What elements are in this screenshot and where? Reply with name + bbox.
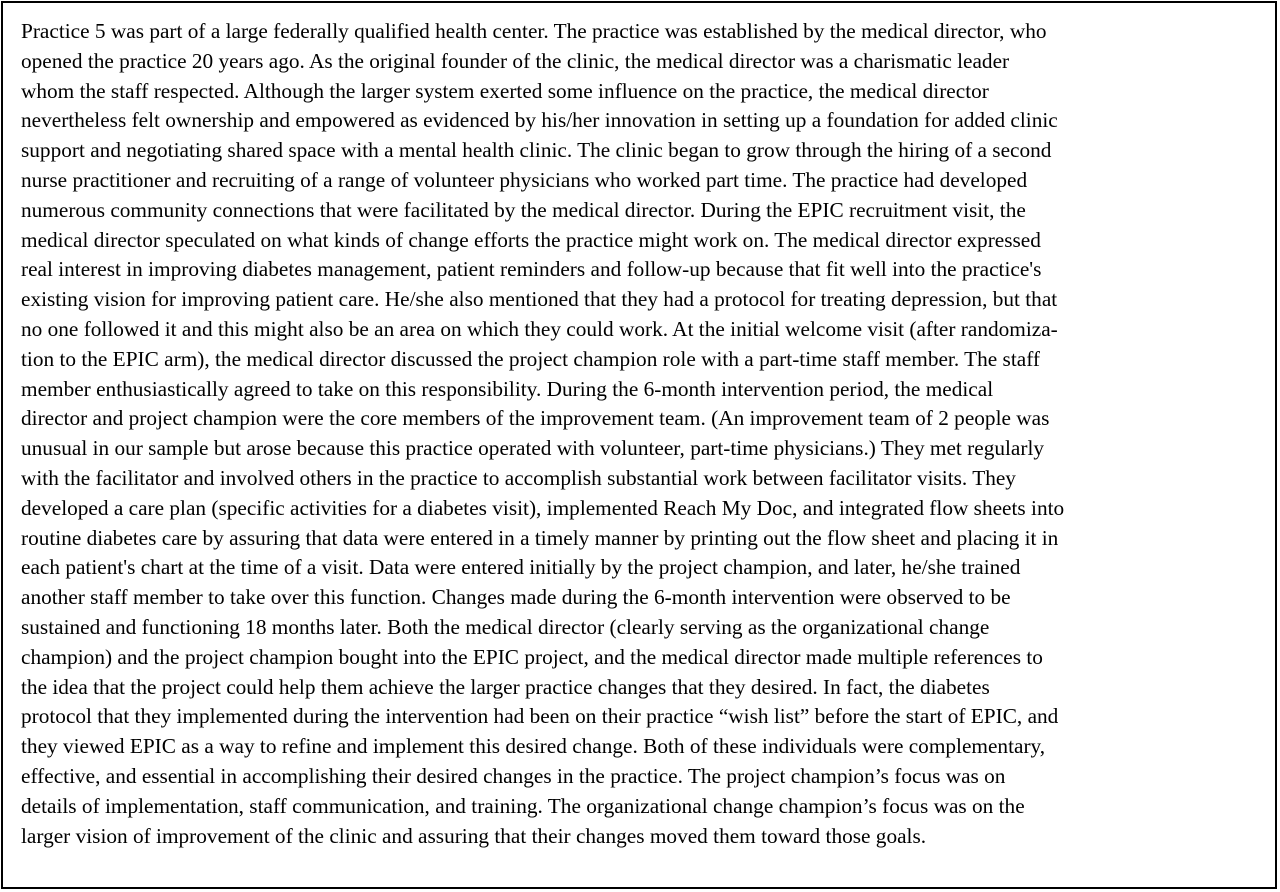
text-line: member enthusiastically agreed to take on this responsibility. During the 6-month intervention period, the medical: [21, 376, 994, 401]
text-line: whom the staff respected. Although the larger system exerted some influence on the practice, the medical director: [21, 78, 989, 103]
text-line: nurse practitioner and recruiting of a range of volunteer physicians who worked part time. The practice had developed: [21, 167, 1028, 192]
text-line: champion) and the project champion bought into the EPIC project, and the medical director made multiple references to: [21, 644, 1043, 669]
text-line: Practice 5 was part of a large federally qualified health center. The practice was established by the medical director, who: [21, 19, 1047, 43]
text-line: with the facilitator and involved others in the practice to accomplish substantial work between facilitator visits. They: [21, 465, 1016, 490]
text-line: no one followed it and this might also be an area on which they could work. At the initial welcome visit (after randomiza-: [21, 316, 1058, 341]
text-line: effective, and essential in accomplishing their desired changes in the practice. The project champion’s focus was on: [21, 763, 1006, 788]
text-line: existing vision for improving patient care. He/she also mentioned that they had a protocol for treating depression, but that: [21, 287, 1058, 312]
text-line: numerous community connections that were facilitated by the medical director. During the EPIC recruitment visit, the: [21, 197, 1026, 222]
text-line: another staff member to take over this function. Changes made during the 6-month intervention were observed to be: [21, 585, 1011, 610]
text-line: each patient's chart at the time of a visit. Data were entered initially by the project champion, and later, he/she trained: [21, 555, 1021, 580]
text-line: protocol that they implemented during the intervention had been on their practice “wish list” before the start of EPIC, and: [21, 704, 1059, 729]
text-line: they viewed EPIC as a way to refine and implement this desired change. Both of these individuals were complementary,: [21, 734, 1046, 759]
text-line: director and project champion were the core members of the improvement team. (An improvement team of 2 people was: [21, 406, 1050, 431]
text-line: larger vision of improvement of the clinic and assuring that their changes moved them toward those goals.: [21, 823, 927, 848]
text-line: support and negotiating shared space with a mental health clinic. The clinic began to grow through the hiring of a second: [21, 138, 1052, 163]
text-line: sustained and functioning 18 months later. Both the medical director (clearly serving as the organizational change: [21, 614, 990, 639]
text-line: developed a care plan (specific activities for a diabetes visit), implemented Reach My Doc, and integrated flow sheets into: [21, 495, 1065, 520]
text-line: details of implementation, staff communication, and training. The organizational change champion’s focus was on the: [21, 793, 1025, 818]
text-line: routine diabetes care by assuring that data were entered in a timely manner by printing out the flow sheet and placing it in: [21, 525, 1059, 550]
case-description-paragraph: [21, 17, 1269, 851]
text-line: unusual in our sample but arose because this practice operated with volunteer, part-time physicians.) They met regularly: [21, 436, 1045, 461]
text-line: nevertheless felt ownership and empowered as evidenced by his/her innovation in setting up a foundation for added clinic: [21, 108, 1058, 133]
text-line: opened the practice 20 years ago. As the original founder of the clinic, the medical director was a charismatic leader: [21, 48, 1010, 73]
document-frame: [1, 1, 1277, 889]
text-line: real interest in improving diabetes management, patient reminders and follow-up because that fit well into the practice's: [21, 257, 1042, 282]
text-line: tion to the EPIC arm), the medical director discussed the project champion role with a part-time staff member. The staff: [21, 346, 1040, 371]
text-line: medical director speculated on what kinds of change efforts the practice might work on. The medical director expressed: [21, 227, 1041, 252]
text-line: the idea that the project could help them achieve the larger practice changes that they desired. In fact, the diabetes: [21, 674, 990, 699]
